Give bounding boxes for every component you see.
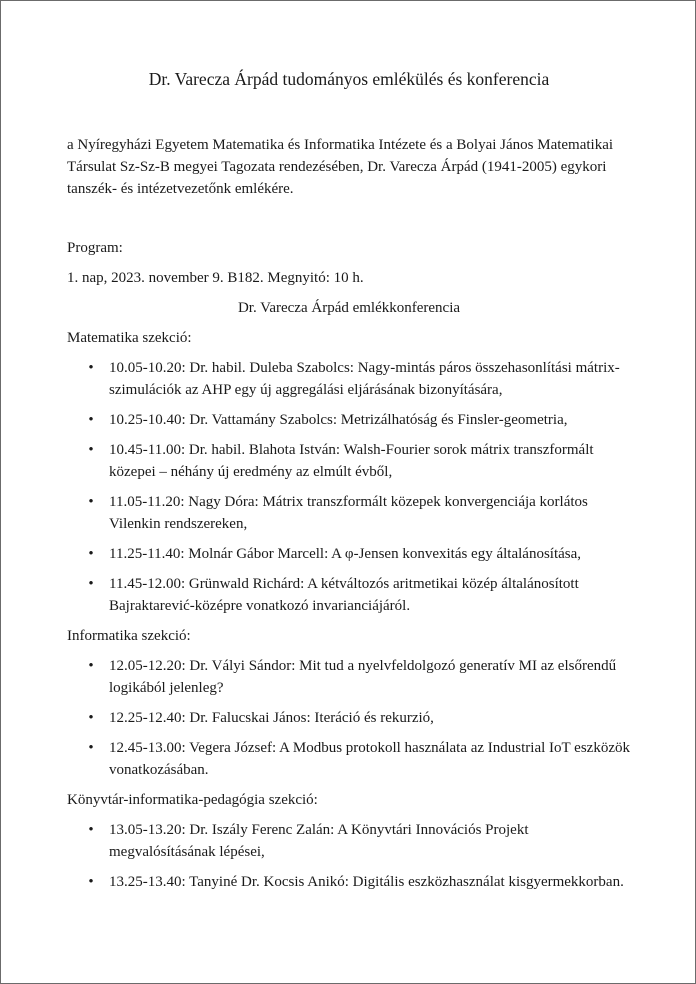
program-item [67, 491, 631, 535]
program-item-text: 12.05-12.20: Dr. Vályi Sándor: Mit tud a nyelvfeldolgozó generatív MI az elsőrendű logikából jelenleg? [109, 658, 617, 696]
bullet-icon: • [88, 710, 94, 726]
bullet-icon: • [88, 874, 94, 890]
program-list-informatika [67, 655, 631, 781]
program-item-text: 12.25-12.40: Dr. Falucskai János: Iteráció és rekurzió, [109, 710, 434, 726]
section-title-matematika: Matematika szekció: [67, 330, 192, 346]
document-title: Dr. Varecza Árpád tudományos emlékülés és konferencia [148, 69, 550, 89]
program-item-text: 10.25-10.40: Dr. Vattamány Szabolcs: Metrizálhatóság és Finsler-geometria, [109, 412, 568, 428]
bullet-icon: • [88, 740, 94, 756]
bullet-icon: • [88, 658, 94, 674]
program-list-konyvtar [67, 819, 631, 893]
program-item [67, 655, 631, 699]
program-item [67, 573, 631, 617]
program-item-text: 11.05-11.20: Nagy Dóra: Mátrix transzformált közepek konvergenciája korlátos Vilenkin rendszereken, [109, 494, 588, 532]
program-item [67, 707, 631, 729]
bullet-icon: • [88, 494, 94, 510]
program-item [67, 409, 631, 431]
bullet-icon: • [88, 360, 94, 376]
program-item [67, 357, 631, 401]
document-body [67, 67, 631, 901]
program-item-text: 10.05-10.20: Dr. habil. Duleba Szabolcs: Nagy-mintás páros összehasonlítási mátrix-szimulációk az AHP egy új aggregálási eljárásának bizonyítására, [109, 360, 620, 398]
program-list-matematika [67, 357, 631, 617]
program-label: Program: [67, 240, 123, 256]
program-item-text: 10.45-11.00: Dr. habil. Blahota István: Walsh-Fourier sorok mátrix transzformált közepei – néhány új eredmény az elmúlt évből, [109, 442, 594, 480]
bullet-icon: • [88, 442, 94, 458]
program-item-text: 13.05-13.20: Dr. Iszály Ferenc Zalán: A Könyvtári Innovációs Projekt megvalósításának lépései, [109, 822, 529, 860]
program-item-text: 11.25-11.40: Molnár Gábor Marcell: A φ-Jensen konvexitás egy általánosítása, [109, 546, 582, 562]
section-title-konyvtar: Könyvtár-informatika-pedagógia szekció: [67, 792, 318, 808]
conference-title: Dr. Varecza Árpád emlékkonferencia [237, 300, 461, 316]
bullet-icon: • [88, 546, 94, 562]
bullet-icon: • [88, 822, 94, 838]
intro-paragraph: a Nyíregyházi Egyetem Matematika és Informatika Intézete és a Bolyai János Matematikai Társulat Sz-Sz-B megyei Tagozata rendezésében, Dr. Varecza Árpád (1941-2005) egykori tanszék- és intézetvezetőnk emlékére. [67, 137, 614, 197]
program-item-text: 11.45-12.00: Grünwald Richárd: A kétváltozós aritmetikai közép általánosított Bajraktarević-középre vonatkozó invarianciájáról. [109, 576, 579, 614]
program-item [67, 543, 631, 565]
program-item [67, 871, 631, 893]
program-item-text: 13.25-13.40: Tanyiné Dr. Kocsis Anikó: Digitális eszközhasználat kisgyermekkorban. [109, 874, 624, 890]
bullet-icon: • [88, 412, 94, 428]
day-schedule-line: 1. nap, 2023. november 9. B182. Megnyitó: 10 h. [67, 270, 364, 286]
program-item [67, 819, 631, 863]
bullet-icon: • [88, 576, 94, 592]
program-item-text: 12.45-13.00: Vegera József: A Modbus protokoll használata az Industrial IoT eszközök vonatkozásában. [109, 740, 630, 778]
section-title-informatika: Informatika szekció: [67, 628, 191, 644]
program-item [67, 439, 631, 483]
program-item [67, 737, 631, 781]
